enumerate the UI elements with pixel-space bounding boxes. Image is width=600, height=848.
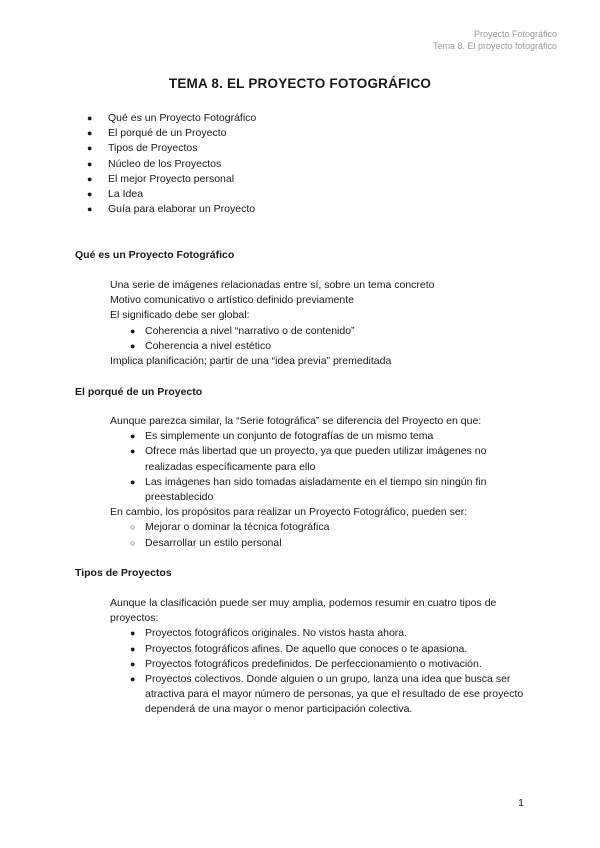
- toc-item: ● Tipos de Proyectos: [87, 141, 256, 156]
- bullet-icon: ●: [87, 128, 93, 139]
- bullet-icon: ●: [130, 643, 136, 654]
- paragraph: Aunque la clasificación puede ser muy amplia, podemos resumir en cuatro tipos de proyectos:: [110, 597, 497, 625]
- section-body-porque: [110, 414, 525, 551]
- bullet-icon: ●: [130, 476, 136, 487]
- list-item: ○ Desarrollar un estilo personal: [130, 536, 525, 551]
- paragraph: Aunque parezca similar, la “Serie fotográfica” se diferencia del Proyecto en que:: [110, 415, 482, 427]
- section-heading-tipos: Tipos de Proyectos: [75, 567, 172, 579]
- bullet-icon: ●: [130, 658, 136, 669]
- page-title: TEMA 8. EL PROYECTO FOTOGRÁFICO: [168, 76, 432, 91]
- list-item: ● Ofrece más libertad que un proyecto, ya que pueden utilizar imágenes no realizadas específicamente para ello: [130, 445, 487, 473]
- bullet-icon: ●: [87, 158, 93, 169]
- bullet-list: [110, 324, 525, 354]
- bullet-icon: ●: [130, 628, 136, 639]
- table-of-contents: [87, 111, 256, 217]
- toc-item: ● Núcleo de los Proyectos: [87, 157, 256, 172]
- bullet-list: [110, 429, 525, 505]
- section-body-tipos: [110, 596, 525, 718]
- circle-bullet-icon: ○: [130, 522, 136, 533]
- toc-item: ● El mejor Proyecto personal: [87, 172, 256, 187]
- list-item: ● Proyectos colectivos. Donde alguien o un grupo, lanza una idea que busca ser atractiva para el mayor número de personas, ya que el resultado de ese proyecto dependerá de una mayor o menor participación colectiva.: [130, 673, 524, 716]
- circle-bullet-icon: ○: [130, 537, 136, 548]
- list-item: ● Es simplemente un conjunto de fotografías de un mismo tema: [130, 429, 525, 444]
- list-item: ● Coherencia a nivel estético: [130, 339, 525, 354]
- list-item: ● Proyectos fotográficos originales. No vistos hasta ahora.: [130, 626, 525, 641]
- bullet-icon: ●: [87, 143, 93, 154]
- bullet-icon: ●: [130, 325, 136, 336]
- list-item: ● Coherencia a nivel “narrativo o de contenido”: [130, 324, 525, 339]
- bullet-icon: ●: [130, 446, 136, 457]
- bullet-icon: ●: [87, 173, 93, 184]
- page-number: 1: [518, 797, 524, 809]
- paragraph: El significado debe ser global:: [110, 309, 250, 322]
- paragraph: En cambio, los propósitos para realizar un Proyecto Fotográfico, pueden ser:: [110, 506, 468, 519]
- circle-list: [110, 520, 525, 550]
- toc-item: ● El porqué de un Proyecto: [87, 126, 256, 141]
- toc-item: ● Guía para elaborar un Proyecto: [87, 202, 256, 217]
- section-heading-porque: El porqué de un Proyecto: [75, 386, 203, 398]
- bullet-icon: ●: [130, 431, 136, 442]
- paragraph: Una serie de imágenes relacionadas entre sí, sobre un tema concreto: [110, 279, 435, 291]
- bullet-icon: ●: [87, 204, 93, 215]
- bullet-icon: ●: [130, 674, 136, 685]
- bullet-icon: ●: [87, 113, 93, 123]
- list-item: ● Las imágenes han sido tomadas aisladamente en el tiempo sin ningún fin preestablecido: [130, 475, 487, 504]
- paragraph: Implica planificación; partir de una “idea previa” premeditada: [110, 355, 392, 368]
- header-topic: Tema 8. El proyecto fotográfico: [432, 41, 557, 51]
- toc-item: ● Qué es un Proyecto Fotográfico: [87, 111, 256, 126]
- list-item: ○ Mejorar o dominar la técnica fotográfica: [130, 520, 525, 535]
- header-course: Proyecto Fotográfico: [473, 29, 557, 39]
- section-body-que-es: [110, 278, 525, 369]
- toc-item: ● La Idea: [87, 187, 256, 202]
- bullet-list: [110, 626, 525, 717]
- section-heading-que-es: Qué es un Proyecto Fotográfico: [75, 249, 235, 261]
- paragraph: Motivo comunicativo o artístico definido previamente: [110, 294, 354, 307]
- page-header: [433, 28, 557, 52]
- bullet-icon: ●: [130, 340, 136, 351]
- list-item: ● Proyectos fotográficos predefinidos. De perfeccionamiento o motivación.: [130, 657, 525, 672]
- list-item: ● Proyectos fotográficos afines. De aquello que conoces o te apasiona.: [130, 642, 525, 657]
- bullet-icon: ●: [87, 189, 93, 200]
